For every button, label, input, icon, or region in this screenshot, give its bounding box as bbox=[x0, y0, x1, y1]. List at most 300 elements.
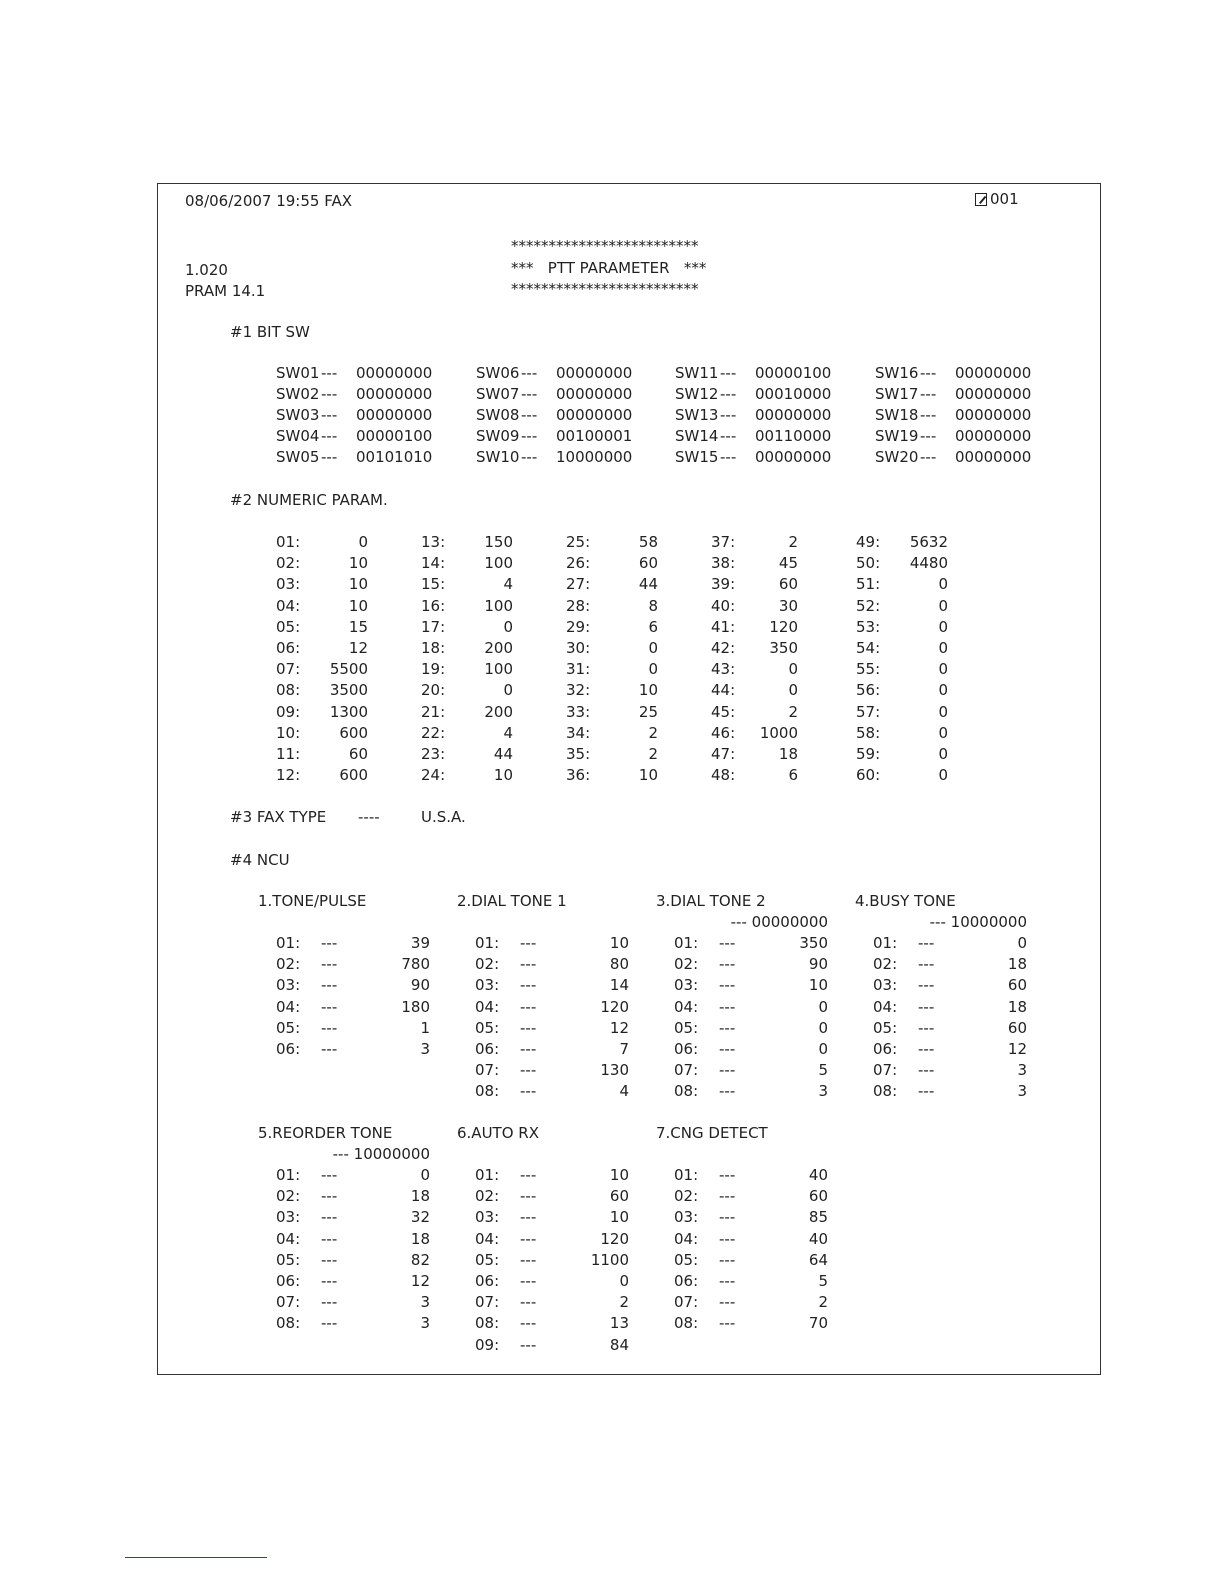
bit-sw-separator: --- bbox=[521, 364, 538, 382]
bit-sw-separator: --- bbox=[321, 427, 338, 445]
numeric-param-index: 53: bbox=[856, 618, 881, 636]
ncu-row-index: 01: bbox=[674, 1166, 699, 1184]
ncu-row-index: 04: bbox=[276, 998, 301, 1016]
numeric-param-index: 42: bbox=[711, 639, 736, 657]
bit-sw-label: SW01 bbox=[276, 364, 320, 382]
numeric-param-value: 58 bbox=[638, 533, 658, 551]
bit-sw-label: SW02 bbox=[276, 385, 320, 403]
section-bit-sw: #1 BIT SW bbox=[230, 323, 310, 341]
ncu-row-separator: --- bbox=[719, 1040, 736, 1058]
ncu-row-separator: --- bbox=[918, 934, 935, 952]
numeric-param-value: 0 bbox=[938, 575, 948, 593]
ncu-row-index: 01: bbox=[276, 934, 301, 952]
ncu-row-index: 03: bbox=[674, 976, 699, 994]
page-indicator bbox=[975, 189, 1019, 273]
ncu-row-value: 7 bbox=[619, 1040, 629, 1058]
bit-sw-separator: --- bbox=[321, 364, 338, 382]
ncu-row-index: 07: bbox=[276, 1293, 301, 1311]
ncu-row-separator: --- bbox=[918, 955, 935, 973]
ncu-row-index: 07: bbox=[674, 1293, 699, 1311]
numeric-param-index: 31: bbox=[566, 660, 591, 678]
ncu-row-separator: --- bbox=[321, 1040, 338, 1058]
ncu-row-index: 04: bbox=[276, 1230, 301, 1248]
ncu-row-index: 05: bbox=[674, 1019, 699, 1037]
bit-sw-value: 10000000 bbox=[556, 448, 633, 466]
ncu-row-separator: --- bbox=[719, 976, 736, 994]
bit-sw-value: 00000000 bbox=[955, 427, 1032, 445]
ncu-row-index: 06: bbox=[276, 1272, 301, 1290]
ncu-group-title: 2.DIAL TONE 1 bbox=[457, 892, 567, 910]
ncu-row-value: 80 bbox=[609, 955, 629, 973]
ncu-group-title: 6.AUTO RX bbox=[457, 1124, 539, 1142]
ncu-row-index: 06: bbox=[475, 1272, 500, 1290]
numeric-param-value: 0 bbox=[358, 533, 368, 551]
bit-sw-label: SW17 bbox=[875, 385, 919, 403]
numeric-param-value: 4 bbox=[503, 724, 513, 742]
bit-sw-label: SW08 bbox=[476, 406, 520, 424]
ncu-row-separator: --- bbox=[520, 1187, 537, 1205]
numeric-param-index: 55: bbox=[856, 660, 881, 678]
numeric-param-index: 24: bbox=[421, 766, 446, 784]
ncu-row-index: 04: bbox=[674, 1230, 699, 1248]
ncu-row-value: 10 bbox=[609, 1208, 629, 1226]
numeric-param-index: 38: bbox=[711, 554, 736, 572]
numeric-param-value: 10 bbox=[638, 681, 658, 699]
numeric-param-value: 44 bbox=[493, 745, 513, 763]
numeric-param-index: 28: bbox=[566, 597, 591, 615]
bit-sw-separator: --- bbox=[321, 385, 338, 403]
numeric-param-index: 57: bbox=[856, 703, 881, 721]
numeric-param-index: 19: bbox=[421, 660, 446, 678]
ncu-row-index: 01: bbox=[475, 934, 500, 952]
numeric-param-index: 60: bbox=[856, 766, 881, 784]
ncu-row-separator: --- bbox=[520, 1208, 537, 1226]
bit-sw-separator: --- bbox=[920, 448, 937, 466]
ncu-row-separator: --- bbox=[520, 1061, 537, 1079]
ncu-row-index: 06: bbox=[674, 1272, 699, 1290]
ncu-row-value: 12 bbox=[609, 1019, 629, 1037]
numeric-param-value: 200 bbox=[484, 703, 513, 721]
numeric-param-value: 0 bbox=[503, 618, 513, 636]
ncu-row-value: 10 bbox=[609, 934, 629, 952]
numeric-param-value: 44 bbox=[638, 575, 658, 593]
ncu-row-index: 03: bbox=[276, 1208, 301, 1226]
ncu-row-separator: --- bbox=[321, 1293, 338, 1311]
numeric-param-index: 34: bbox=[566, 724, 591, 742]
bit-sw-value: 00000000 bbox=[556, 385, 633, 403]
ncu-row-index: 05: bbox=[276, 1019, 301, 1037]
bit-sw-label: SW15 bbox=[675, 448, 719, 466]
bit-sw-label: SW04 bbox=[276, 427, 320, 445]
ncu-row-separator: --- bbox=[719, 1019, 736, 1037]
pram-version: PRAM 14.1 bbox=[185, 282, 266, 300]
ncu-group-header: --- 10000000 bbox=[929, 913, 1027, 931]
numeric-param-index: 09: bbox=[276, 703, 301, 721]
ncu-row-separator: --- bbox=[321, 1272, 338, 1290]
ncu-row-separator: --- bbox=[719, 1272, 736, 1290]
ncu-row-value: 0 bbox=[818, 1019, 828, 1037]
ncu-row-index: 02: bbox=[674, 955, 699, 973]
numeric-param-index: 48: bbox=[711, 766, 736, 784]
ncu-row-separator: --- bbox=[321, 998, 338, 1016]
ncu-row-separator: --- bbox=[321, 1019, 338, 1037]
ncu-row-value: 84 bbox=[609, 1336, 629, 1354]
bit-sw-separator: --- bbox=[720, 364, 737, 382]
ncu-row-separator: --- bbox=[520, 1040, 537, 1058]
numeric-param-value: 8 bbox=[648, 597, 658, 615]
ncu-row-index: 08: bbox=[674, 1082, 699, 1100]
ncu-row-value: 90 bbox=[808, 955, 828, 973]
ncu-row-value: 10 bbox=[609, 1166, 629, 1184]
numeric-param-index: 10: bbox=[276, 724, 301, 742]
bit-sw-label: SW13 bbox=[675, 406, 719, 424]
numeric-param-index: 51: bbox=[856, 575, 881, 593]
ncu-row-index: 01: bbox=[276, 1166, 301, 1184]
ncu-row-index: 04: bbox=[674, 998, 699, 1016]
numeric-param-value: 45 bbox=[778, 554, 798, 572]
numeric-param-index: 40: bbox=[711, 597, 736, 615]
bit-sw-value: 00110000 bbox=[755, 427, 832, 445]
numeric-param-value: 60 bbox=[348, 745, 368, 763]
ncu-group-title: 7.CNG DETECT bbox=[656, 1124, 768, 1142]
ncu-row-separator: --- bbox=[321, 955, 338, 973]
ncu-row-value: 3 bbox=[420, 1314, 430, 1332]
bit-sw-value: 00000100 bbox=[755, 364, 832, 382]
bit-sw-value: 00000000 bbox=[356, 364, 433, 382]
ncu-row-index: 02: bbox=[873, 955, 898, 973]
ncu-row-value: 82 bbox=[410, 1251, 430, 1269]
ncu-row-index: 07: bbox=[475, 1293, 500, 1311]
bit-sw-value: 00000000 bbox=[955, 364, 1032, 382]
ncu-row-value: 18 bbox=[1007, 998, 1027, 1016]
ncu-row-separator: --- bbox=[520, 1293, 537, 1311]
ncu-row-value: 60 bbox=[808, 1187, 828, 1205]
ncu-group-header: --- 00000000 bbox=[730, 913, 828, 931]
numeric-param-index: 52: bbox=[856, 597, 881, 615]
numeric-param-value: 0 bbox=[938, 660, 948, 678]
ncu-row-index: 05: bbox=[873, 1019, 898, 1037]
numeric-param-value: 10 bbox=[348, 575, 368, 593]
ncu-row-value: 60 bbox=[1007, 1019, 1027, 1037]
numeric-param-index: 06: bbox=[276, 639, 301, 657]
ncu-row-value: 2 bbox=[619, 1293, 629, 1311]
numeric-param-value: 0 bbox=[938, 618, 948, 636]
numeric-param-index: 23: bbox=[421, 745, 446, 763]
numeric-param-value: 0 bbox=[788, 681, 798, 699]
ncu-row-value: 120 bbox=[600, 1230, 629, 1248]
ncu-row-separator: --- bbox=[719, 1230, 736, 1248]
numeric-param-value: 600 bbox=[339, 766, 368, 784]
numeric-param-value: 10 bbox=[493, 766, 513, 784]
bit-sw-label: SW18 bbox=[875, 406, 919, 424]
ncu-row-index: 03: bbox=[674, 1208, 699, 1226]
numeric-param-value: 100 bbox=[484, 554, 513, 572]
title-stars-top: ************************* bbox=[511, 237, 699, 255]
numeric-param-index: 25: bbox=[566, 533, 591, 551]
ncu-row-separator: --- bbox=[520, 934, 537, 952]
numeric-param-index: 33: bbox=[566, 703, 591, 721]
ncu-row-index: 04: bbox=[475, 998, 500, 1016]
fax-page-icon bbox=[975, 193, 987, 206]
ncu-row-value: 12 bbox=[1007, 1040, 1027, 1058]
ncu-row-separator: --- bbox=[719, 998, 736, 1016]
ncu-row-value: 60 bbox=[1007, 976, 1027, 994]
ncu-row-value: 350 bbox=[799, 934, 828, 952]
ncu-row-value: 130 bbox=[600, 1061, 629, 1079]
numeric-param-index: 49: bbox=[856, 533, 881, 551]
ncu-row-index: 06: bbox=[873, 1040, 898, 1058]
numeric-param-value: 0 bbox=[503, 681, 513, 699]
bit-sw-separator: --- bbox=[920, 385, 937, 403]
numeric-param-value: 0 bbox=[938, 745, 948, 763]
ncu-row-value: 18 bbox=[410, 1187, 430, 1205]
numeric-param-index: 26: bbox=[566, 554, 591, 572]
ncu-row-value: 90 bbox=[410, 976, 430, 994]
numeric-param-value: 30 bbox=[778, 597, 798, 615]
numeric-param-index: 37: bbox=[711, 533, 736, 551]
ncu-row-index: 06: bbox=[475, 1040, 500, 1058]
ncu-row-separator: --- bbox=[719, 1251, 736, 1269]
ncu-group-header: --- 10000000 bbox=[332, 1145, 430, 1163]
bit-sw-value: 00000000 bbox=[755, 406, 832, 424]
bit-sw-label: SW12 bbox=[675, 385, 719, 403]
ncu-row-value: 0 bbox=[420, 1166, 430, 1184]
ncu-row-separator: --- bbox=[719, 1314, 736, 1332]
numeric-param-value: 3500 bbox=[329, 681, 368, 699]
ncu-row-index: 02: bbox=[475, 955, 500, 973]
bit-sw-separator: --- bbox=[321, 448, 338, 466]
ncu-row-index: 06: bbox=[276, 1040, 301, 1058]
ncu-row-value: 180 bbox=[401, 998, 430, 1016]
ncu-row-separator: --- bbox=[321, 1230, 338, 1248]
numeric-param-value: 100 bbox=[484, 660, 513, 678]
bit-sw-value: 00000000 bbox=[955, 385, 1032, 403]
numeric-param-index: 04: bbox=[276, 597, 301, 615]
numeric-param-index: 15: bbox=[421, 575, 446, 593]
numeric-param-value: 1000 bbox=[759, 724, 798, 742]
numeric-param-value: 4 bbox=[503, 575, 513, 593]
ncu-row-value: 5 bbox=[818, 1272, 828, 1290]
numeric-param-index: 45: bbox=[711, 703, 736, 721]
bit-sw-separator: --- bbox=[521, 427, 538, 445]
ncu-row-value: 120 bbox=[600, 998, 629, 1016]
ncu-row-separator: --- bbox=[719, 1082, 736, 1100]
numeric-param-value: 15 bbox=[348, 618, 368, 636]
numeric-param-index: 46: bbox=[711, 724, 736, 742]
fax-type-separator: ---- bbox=[358, 808, 380, 826]
ncu-row-separator: --- bbox=[918, 1061, 935, 1079]
ncu-row-separator: --- bbox=[719, 1187, 736, 1205]
bit-sw-value: 00000000 bbox=[556, 364, 633, 382]
numeric-param-index: 14: bbox=[421, 554, 446, 572]
numeric-param-index: 39: bbox=[711, 575, 736, 593]
ncu-row-index: 07: bbox=[475, 1061, 500, 1079]
numeric-param-value: 6 bbox=[648, 618, 658, 636]
ncu-row-index: 02: bbox=[475, 1187, 500, 1205]
ncu-row-index: 05: bbox=[475, 1251, 500, 1269]
bit-sw-label: SW06 bbox=[476, 364, 520, 382]
numeric-param-value: 2 bbox=[788, 533, 798, 551]
ncu-row-index: 08: bbox=[475, 1082, 500, 1100]
bit-sw-separator: --- bbox=[920, 406, 937, 424]
ncu-row-separator: --- bbox=[719, 1293, 736, 1311]
ncu-row-separator: --- bbox=[918, 976, 935, 994]
numeric-param-value: 60 bbox=[638, 554, 658, 572]
numeric-param-value: 0 bbox=[938, 766, 948, 784]
numeric-param-value: 10 bbox=[638, 766, 658, 784]
ncu-row-value: 18 bbox=[410, 1230, 430, 1248]
ncu-row-value: 3 bbox=[1017, 1082, 1027, 1100]
bit-sw-value: 00000000 bbox=[356, 406, 433, 424]
numeric-param-value: 12 bbox=[348, 639, 368, 657]
ncu-row-separator: --- bbox=[719, 955, 736, 973]
numeric-param-index: 59: bbox=[856, 745, 881, 763]
bit-sw-value: 00000100 bbox=[356, 427, 433, 445]
ncu-row-separator: --- bbox=[321, 976, 338, 994]
ncu-row-value: 3 bbox=[818, 1082, 828, 1100]
ncu-row-value: 60 bbox=[609, 1187, 629, 1205]
section-ncu: #4 NCU bbox=[230, 851, 290, 869]
ncu-row-separator: --- bbox=[520, 1166, 537, 1184]
ncu-row-value: 64 bbox=[808, 1251, 828, 1269]
bit-sw-label: SW07 bbox=[476, 385, 520, 403]
ncu-row-value: 5 bbox=[818, 1061, 828, 1079]
numeric-param-index: 18: bbox=[421, 639, 446, 657]
ncu-row-value: 0 bbox=[619, 1272, 629, 1290]
numeric-param-value: 18 bbox=[778, 745, 798, 763]
numeric-param-index: 13: bbox=[421, 533, 446, 551]
ncu-row-separator: --- bbox=[918, 1040, 935, 1058]
ncu-row-index: 05: bbox=[674, 1251, 699, 1269]
numeric-param-value: 10 bbox=[348, 597, 368, 615]
numeric-param-index: 12: bbox=[276, 766, 301, 784]
report-datetime: 08/06/2007 19:55 FAX bbox=[185, 192, 353, 210]
ncu-row-separator: --- bbox=[719, 1166, 736, 1184]
numeric-param-value: 200 bbox=[484, 639, 513, 657]
ncu-row-separator: --- bbox=[520, 1082, 537, 1100]
bit-sw-value: 00100001 bbox=[556, 427, 633, 445]
title-stars-bottom: ************************* bbox=[511, 280, 699, 298]
numeric-param-value: 10 bbox=[348, 554, 368, 572]
bit-sw-separator: --- bbox=[720, 448, 737, 466]
numeric-param-index: 56: bbox=[856, 681, 881, 699]
numeric-param-value: 6 bbox=[788, 766, 798, 784]
ncu-row-separator: --- bbox=[520, 1251, 537, 1269]
bit-sw-separator: --- bbox=[521, 385, 538, 403]
ncu-row-value: 4 bbox=[619, 1082, 629, 1100]
numeric-param-index: 07: bbox=[276, 660, 301, 678]
numeric-param-index: 29: bbox=[566, 618, 591, 636]
numeric-param-value: 100 bbox=[484, 597, 513, 615]
bit-sw-label: SW20 bbox=[875, 448, 919, 466]
bit-sw-value: 00000000 bbox=[955, 448, 1032, 466]
numeric-param-index: 01: bbox=[276, 533, 301, 551]
ncu-row-separator: --- bbox=[321, 1314, 338, 1332]
ncu-row-index: 06: bbox=[674, 1040, 699, 1058]
ncu-row-index: 02: bbox=[276, 1187, 301, 1205]
ncu-row-index: 02: bbox=[276, 955, 301, 973]
report-title: *** PTT PARAMETER *** bbox=[511, 259, 707, 277]
bit-sw-separator: --- bbox=[920, 364, 937, 382]
ncu-row-value: 0 bbox=[818, 1040, 828, 1058]
numeric-param-index: 36: bbox=[566, 766, 591, 784]
ncu-row-separator: --- bbox=[321, 1187, 338, 1205]
bit-sw-value: 00000000 bbox=[955, 406, 1032, 424]
ncu-row-value: 18 bbox=[1007, 955, 1027, 973]
numeric-param-value: 150 bbox=[484, 533, 513, 551]
ncu-row-value: 3 bbox=[420, 1293, 430, 1311]
numeric-param-value: 4480 bbox=[909, 554, 948, 572]
numeric-param-index: 17: bbox=[421, 618, 446, 636]
numeric-param-value: 2 bbox=[648, 745, 658, 763]
ncu-row-value: 2 bbox=[818, 1293, 828, 1311]
bit-sw-separator: --- bbox=[521, 406, 538, 424]
ncu-row-index: 08: bbox=[276, 1314, 301, 1332]
ncu-row-index: 01: bbox=[873, 934, 898, 952]
ncu-row-value: 12 bbox=[410, 1272, 430, 1290]
ncu-row-value: 3 bbox=[420, 1040, 430, 1058]
numeric-param-index: 32: bbox=[566, 681, 591, 699]
bit-sw-label: SW10 bbox=[476, 448, 520, 466]
ncu-row-separator: --- bbox=[918, 998, 935, 1016]
bit-sw-separator: --- bbox=[521, 448, 538, 466]
ncu-group-title: 3.DIAL TONE 2 bbox=[656, 892, 766, 910]
ncu-row-value: 39 bbox=[410, 934, 430, 952]
ncu-row-separator: --- bbox=[918, 1019, 935, 1037]
ncu-row-value: 0 bbox=[1017, 934, 1027, 952]
version: 1.020 bbox=[185, 261, 228, 279]
numeric-param-value: 120 bbox=[769, 618, 798, 636]
ncu-row-index: 05: bbox=[475, 1019, 500, 1037]
ncu-row-separator: --- bbox=[520, 955, 537, 973]
numeric-param-index: 02: bbox=[276, 554, 301, 572]
ncu-row-index: 08: bbox=[475, 1314, 500, 1332]
numeric-param-value: 0 bbox=[938, 681, 948, 699]
ncu-row-index: 05: bbox=[276, 1251, 301, 1269]
ncu-row-index: 03: bbox=[475, 1208, 500, 1226]
numeric-param-index: 30: bbox=[566, 639, 591, 657]
ncu-row-index: 01: bbox=[475, 1166, 500, 1184]
bit-sw-label: SW03 bbox=[276, 406, 320, 424]
ncu-row-separator: --- bbox=[918, 1082, 935, 1100]
ncu-row-index: 09: bbox=[475, 1336, 500, 1354]
numeric-param-index: 58: bbox=[856, 724, 881, 742]
numeric-param-value: 25 bbox=[638, 703, 658, 721]
ncu-row-index: 07: bbox=[674, 1061, 699, 1079]
ncu-row-value: 10 bbox=[808, 976, 828, 994]
numeric-param-value: 2 bbox=[788, 703, 798, 721]
numeric-param-value: 2 bbox=[648, 724, 658, 742]
bit-sw-value: 00000000 bbox=[755, 448, 832, 466]
ncu-row-index: 03: bbox=[873, 976, 898, 994]
ncu-group-title: 1.TONE/PULSE bbox=[258, 892, 367, 910]
numeric-param-index: 08: bbox=[276, 681, 301, 699]
numeric-param-value: 0 bbox=[648, 639, 658, 657]
bit-sw-separator: --- bbox=[321, 406, 338, 424]
section-numeric-param: #2 NUMERIC PARAM. bbox=[230, 491, 388, 509]
numeric-param-value: 0 bbox=[938, 703, 948, 721]
ncu-row-index: 03: bbox=[276, 976, 301, 994]
ncu-row-separator: --- bbox=[321, 1208, 338, 1226]
bit-sw-separator: --- bbox=[720, 385, 737, 403]
ncu-row-index: 08: bbox=[873, 1082, 898, 1100]
ncu-row-separator: --- bbox=[520, 1272, 537, 1290]
ncu-row-value: 780 bbox=[401, 955, 430, 973]
ncu-row-separator: --- bbox=[520, 976, 537, 994]
bit-sw-label: SW05 bbox=[276, 448, 320, 466]
page-number: 001 bbox=[990, 190, 1019, 208]
numeric-param-value: 350 bbox=[769, 639, 798, 657]
